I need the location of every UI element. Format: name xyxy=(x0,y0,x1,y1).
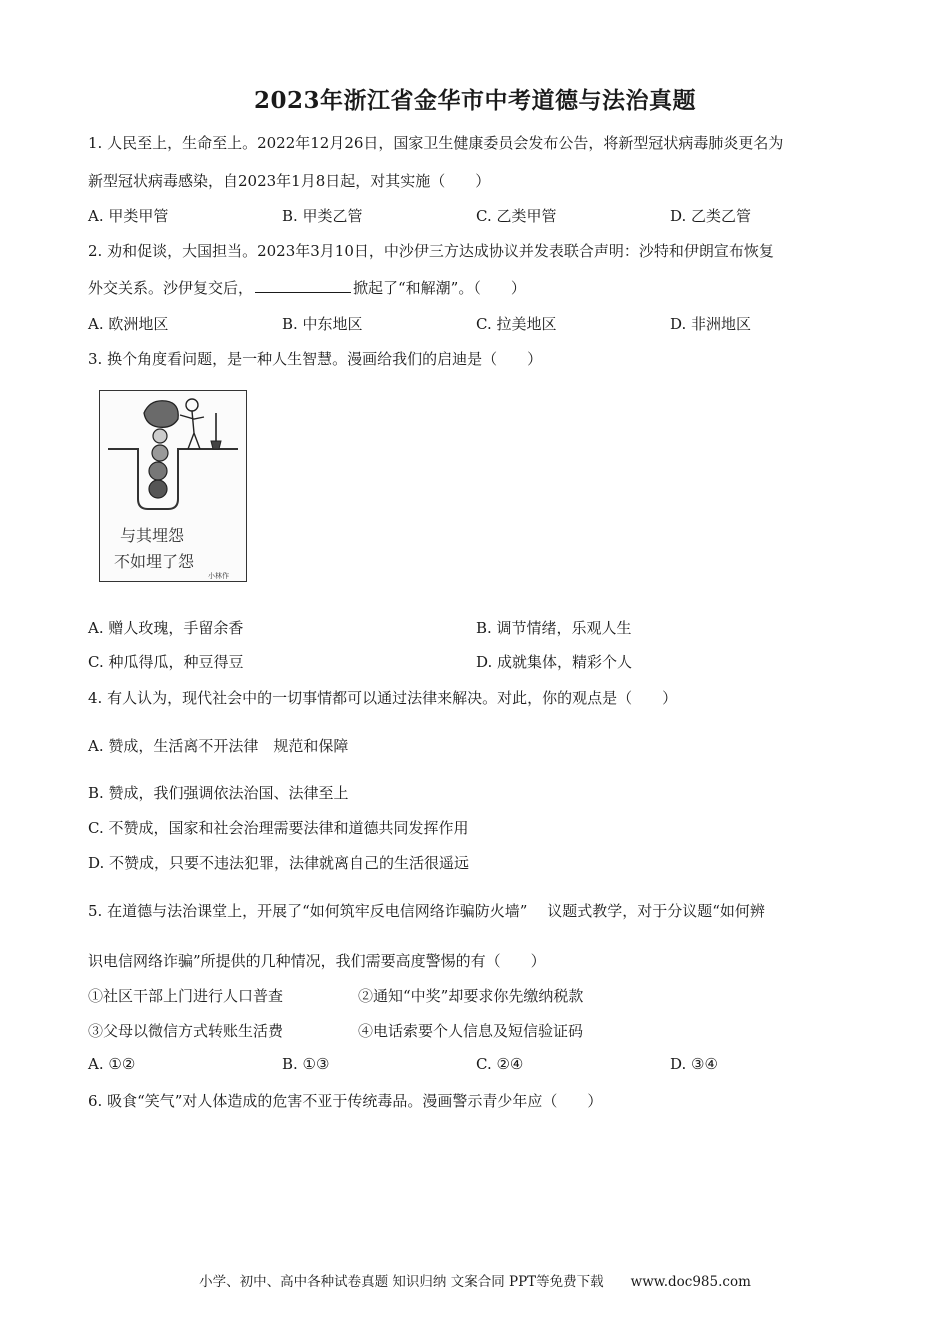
q5-stem-line2: 识电信网络诈骗”所提供的几种情况，我们需要高度警惕的有（ ） xyxy=(88,952,546,970)
q2-option-b: B. 中东地区 xyxy=(282,315,363,333)
q5-option-a: A. ①② xyxy=(88,1055,136,1073)
fill-in-blank xyxy=(255,278,351,293)
q3-option-a: A. 赠人玫瑰，手留余香 xyxy=(88,619,244,637)
q1-option-b: B. 甲类乙管 xyxy=(282,207,363,225)
page-title: 2023年浙江省金华市中考道德与法治真题 xyxy=(253,87,696,114)
q5-stem-line1: 5. 在道德与法治课堂上，开展了“如何筑牢反电信网络诈骗防火墙” 议题式教学，对于分议题“如何辨 xyxy=(88,902,765,920)
q4-option-d: D. 不赞成，只要不违法犯罪，法律就离自己的生活很遥远 xyxy=(88,854,470,872)
q5-item-1: ①社区干部上门进行人口普查 xyxy=(88,987,284,1005)
cartoon-illustration xyxy=(99,390,247,582)
q4-option-a: A. 赞成，生活离不开法律 规范和保障 xyxy=(88,737,349,755)
q2-stem-line2 xyxy=(88,277,526,298)
q2-option-c: C. 拉美地区 xyxy=(476,315,557,333)
q4-stem: 4. 有人认为，现代社会中的一切事情都可以通过法律来解决。对此，你的观点是（ ） xyxy=(88,689,678,707)
q1-stem-line1: 1. 人民至上，生命至上。2022年12月26日，国家卫生健康委员会发布公告，将新型冠状病毒肺炎更名为 xyxy=(88,134,784,152)
q2-option-d: D. 非洲地区 xyxy=(670,315,752,333)
q3-option-c: C. 种瓜得瓜，种豆得豆 xyxy=(88,653,244,671)
q5-item-3: ③父母以微信方式转账生活费 xyxy=(88,1022,284,1040)
q3-option-d: D. 成就集体，精彩个人 xyxy=(476,653,633,671)
q2-option-a: A. 欧洲地区 xyxy=(88,315,169,333)
cartoon-drawing xyxy=(100,391,246,581)
q1-option-d: D. 乙类乙管 xyxy=(670,207,752,225)
q5-option-c: C. ②④ xyxy=(476,1055,524,1073)
q4-option-c: C. 不赞成，国家和社会治理需要法律和道德共同发挥作用 xyxy=(88,819,469,837)
q4-option-b: B. 赞成，我们强调依法治国、法律至上 xyxy=(88,784,349,802)
cartoon-caption-2: 不如埋了怨 xyxy=(114,552,195,571)
q5-option-b: B. ①③ xyxy=(282,1055,330,1073)
cartoon-signature: 小林作 xyxy=(208,572,229,580)
q1-stem-line2: 新型冠状病毒感染，自2023年1月8日起，对其实施（ ） xyxy=(88,172,491,190)
page-footer: 小学、初中、高中各种试卷真题 知识归纳 文案合同 PPT等免费下载 www.doc985.com xyxy=(199,1274,751,1290)
q2-stem-line1: 2. 劝和促谈，大国担当。2023年3月10日，中沙伊三方达成协议并发表联合声明：沙特和伊朗宣布恢复 xyxy=(88,242,774,260)
q6-stem: 6. 吸食“笑气”对人体造成的危害不亚于传统毒品。漫画警示青少年应（ ） xyxy=(88,1092,603,1110)
q2-stem-post: 掀起了“和解潮”。（ ） xyxy=(353,279,526,297)
q5-item-4: ④电话索要个人信息及短信验证码 xyxy=(358,1022,584,1040)
q3-stem: 3. 换个角度看问题，是一种人生智慧。漫画给我们的启迪是（ ） xyxy=(88,350,543,368)
q3-option-b: B. 调节情绪，乐观人生 xyxy=(476,619,632,637)
cartoon-caption-1: 与其埋怨 xyxy=(120,526,185,545)
q2-stem-pre: 外交关系。沙伊复交后， xyxy=(88,279,254,297)
q5-option-d: D. ③④ xyxy=(670,1055,718,1073)
q1-option-a: A. 甲类甲管 xyxy=(88,207,169,225)
q5-item-2: ②通知“中奖”却要求你先缴纳税款 xyxy=(358,987,584,1005)
q1-option-c: C. 乙类甲管 xyxy=(476,207,557,225)
